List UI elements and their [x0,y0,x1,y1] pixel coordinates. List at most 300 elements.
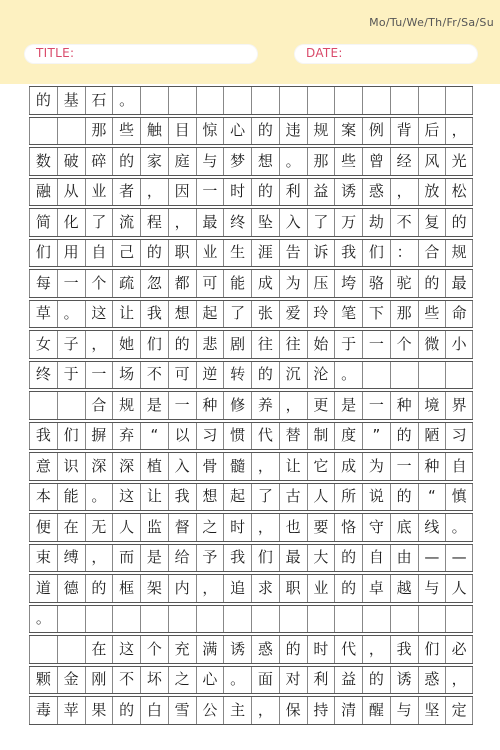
grid-cell: 梦 [223,148,251,175]
grid-cell: 化 [57,209,85,236]
grid-cell: 子 [57,331,85,358]
grid-cell [196,606,224,633]
grid-cell: 放 [418,179,446,206]
grid-cell: 古 [279,484,307,511]
grid-cell: 这 [85,301,113,328]
grid-cell: 女 [29,331,57,358]
grid-cell: 诱 [334,179,362,206]
grid-cell [390,87,418,114]
grid-cell: 于 [57,362,85,389]
grid-cell: 复 [418,209,446,236]
grid-cell: 的 [334,575,362,602]
grid-cell: 业 [196,240,224,267]
grid-cell: 往 [251,331,279,358]
grid-cell: 们 [362,240,390,267]
grid-cell: 自 [362,545,390,572]
grid-cell: 了 [251,484,279,511]
grid-cell: 代 [251,423,279,450]
grid-cell: 疏 [112,270,140,297]
grid-cell: 下 [362,301,390,328]
grid-cell: 的 [29,87,57,114]
grid-cell [445,606,473,633]
grid-cell: 由 [390,545,418,572]
grid-cell: 越 [390,575,418,602]
grid-cell: 是 [140,545,168,572]
grid-cell: 是 [334,392,362,419]
grid-cell: 颗 [29,667,57,694]
grid-cell: 守 [362,514,390,541]
grid-cell [279,606,307,633]
grid-row [29,330,473,359]
grid-row [29,178,473,207]
grid-cell [140,606,168,633]
grid-cell: 习 [196,423,224,450]
grid-cell: 的 [168,331,196,358]
grid-cell: 。 [85,484,113,511]
grid-cell: 更 [307,392,335,419]
grid-cell: 惑 [418,667,446,694]
grid-cell: 而 [112,545,140,572]
grid-cell: 为 [362,453,390,480]
grid-cell: 职 [279,575,307,602]
grid-cell: 因 [168,179,196,206]
grid-cell: 清 [334,697,362,724]
grid-cell [418,87,446,114]
grid-cell: 背 [390,118,418,145]
grid-cell [418,362,446,389]
grid-cell: 利 [307,667,335,694]
grid-cell: 自 [85,240,113,267]
grid-cell: 最 [196,209,224,236]
grid-cell: 光 [445,148,473,175]
grid-cell: 代 [334,636,362,663]
grid-cell: 合 [418,240,446,267]
grid-cell: 与 [390,697,418,724]
grid-row [29,208,473,237]
grid-cell: 涯 [251,240,279,267]
grid-cell: 。 [223,667,251,694]
grid-cell: 识 [57,453,85,480]
grid-cell: 成 [334,453,362,480]
grid-cell: 那 [307,148,335,175]
grid-cell: 起 [223,484,251,511]
grid-cell: 坠 [251,209,279,236]
grid-cell: 。 [57,301,85,328]
grid-cell: ， [85,331,113,358]
grid-cell [168,87,196,114]
grid-cell: 一 [85,362,113,389]
grid-cell: 益 [307,179,335,206]
grid-cell: 松 [445,179,473,206]
title-label: TITLE: [36,46,75,60]
grid-cell: 利 [279,179,307,206]
grid-cell: 与 [418,575,446,602]
grid-cell: 我 [390,636,418,663]
grid-cell: 养 [251,392,279,419]
grid-cell: 忽 [140,270,168,297]
grid-cell: 以 [168,423,196,450]
grid-cell: 逆 [196,362,224,389]
grid-cell: 违 [279,118,307,145]
grid-cell: 最 [445,270,473,297]
grid-cell: 定 [445,697,473,724]
grid-cell: 持 [307,697,335,724]
grid-cell: 都 [168,270,196,297]
grid-cell: 束 [29,545,57,572]
grid-cell: 案 [334,118,362,145]
grid-cell: 主 [223,697,251,724]
grid-cell: 们 [29,240,57,267]
grid-cell: 。 [112,87,140,114]
page-header [0,0,500,84]
grid-cell: 在 [57,514,85,541]
grid-cell: 与 [196,148,224,175]
grid-cell: 恪 [334,514,362,541]
grid-cell: 架 [140,575,168,602]
grid-cell: 们 [140,331,168,358]
grid-cell: 的 [85,575,113,602]
grid-cell: ， [362,636,390,663]
grid-cell: 是 [140,392,168,419]
grid-cell: 玲 [307,301,335,328]
grid-cell: 场 [112,362,140,389]
grid-cell [29,636,57,663]
grid-cell: 碎 [85,148,113,175]
grid-row [29,269,473,298]
grid-row [29,544,473,573]
grid-cell: 惑 [362,179,390,206]
grid-cell: 压 [307,270,335,297]
grid-cell: 时 [223,514,251,541]
grid-cell: 深 [112,453,140,480]
grid-cell: 为 [279,270,307,297]
grid-cell [168,606,196,633]
grid-cell: 充 [168,636,196,663]
grid-cell: 一 [57,270,85,297]
grid-cell: 最 [279,545,307,572]
grid-cell: 每 [29,270,57,297]
grid-cell: 道 [29,575,57,602]
grid-cell [112,606,140,633]
grid-cell: 弃 [112,423,140,450]
grid-cell [57,606,85,633]
grid-cell: ， [445,667,473,694]
grid-cell: 爱 [279,301,307,328]
grid-cell: 目 [168,118,196,145]
grid-cell: 的 [445,209,473,236]
grid-cell: 诉 [307,240,335,267]
grid-cell: 予 [196,545,224,572]
grid-cell [445,362,473,389]
grid-cell: 内 [168,575,196,602]
grid-cell: 草 [29,301,57,328]
grid-cell [223,87,251,114]
grid-cell: 小 [445,331,473,358]
grid-cell: 风 [418,148,446,175]
grid-cell: 我 [168,484,196,511]
grid-cell: 张 [251,301,279,328]
grid-cell: 摒 [85,423,113,450]
grid-cell: ： [390,240,418,267]
grid-cell: ， [168,209,196,236]
grid-cell: 慎 [445,484,473,511]
grid-cell: 让 [112,301,140,328]
grid-cell [57,392,85,419]
grid-cell: 微 [418,331,446,358]
grid-cell: 对 [279,667,307,694]
grid-cell: 的 [390,423,418,450]
grid-cell: 之 [168,667,196,694]
grid-cell: 家 [140,148,168,175]
grid-cell: 的 [251,179,279,206]
grid-cell: 时 [307,636,335,663]
grid-cell: 让 [140,484,168,511]
grid-cell: 要 [307,514,335,541]
grid-cell: 她 [112,331,140,358]
grid-cell [362,362,390,389]
grid-cell: 大 [307,545,335,572]
grid-cell: 求 [251,575,279,602]
grid-cell: 惯 [223,423,251,450]
grid-cell: 些 [418,301,446,328]
grid-cell: 们 [251,545,279,572]
grid-cell: 德 [57,575,85,602]
grid-cell: 保 [279,697,307,724]
grid-cell: 必 [445,636,473,663]
grid-cell: 这 [112,636,140,663]
grid-cell: 所 [334,484,362,511]
date-field[interactable] [294,44,478,64]
grid-cell: 骨 [196,453,224,480]
grid-cell: 的 [334,545,362,572]
grid-cell: ， [85,545,113,572]
grid-cell [334,606,362,633]
grid-cell: 从 [57,179,85,206]
grid-cell: 监 [140,514,168,541]
grid-row [29,666,473,695]
grid-cell: 了 [307,209,335,236]
grid-cell [390,362,418,389]
grid-cell: 我 [223,545,251,572]
grid-cell: ， [279,392,307,419]
grid-cell: 习 [445,423,473,450]
grid-cell [57,118,85,145]
grid-cell: 。 [334,362,362,389]
grid-cell: ， [140,179,168,206]
grid-cell: 髓 [223,453,251,480]
grid-cell: 驼 [390,270,418,297]
grid-cell: 往 [279,331,307,358]
grid-cell: 不 [390,209,418,236]
grid-cell: 意 [29,453,57,480]
grid-row [29,452,473,481]
grid-cell: 己 [112,240,140,267]
grid-cell: 的 [279,636,307,663]
grid-cell: 规 [307,118,335,145]
grid-cell: 一 [196,179,224,206]
grid-cell: 庭 [168,148,196,175]
grid-cell: 例 [362,118,390,145]
grid-cell: 金 [57,667,85,694]
grid-cell: ， [251,453,279,480]
left-margin [0,84,29,750]
grid-cell: 石 [85,87,113,114]
grid-cell: 诱 [223,636,251,663]
grid-cell: 的 [251,118,279,145]
grid-cell: 毒 [29,697,57,724]
grid-cell: 一 [390,453,418,480]
grid-cell: 个 [390,331,418,358]
grid-cell: ， [251,697,279,724]
grid-cell: 督 [168,514,196,541]
grid-cell: 陋 [418,423,446,450]
grid-cell [334,87,362,114]
grid-cell: 个 [85,270,113,297]
grid-cell: 的 [251,362,279,389]
grid-cell: 们 [57,423,85,450]
grid-cell: 后 [418,118,446,145]
grid-cell: 沦 [307,362,335,389]
grid-cell: 些 [334,148,362,175]
grid-cell: 简 [29,209,57,236]
grid-cell: 替 [279,423,307,450]
grid-cell [140,87,168,114]
grid-cell: 它 [307,453,335,480]
grid-cell: 卓 [362,575,390,602]
grid-cell [390,606,418,633]
grid-cell: 些 [112,118,140,145]
grid-cell: 人 [112,514,140,541]
grid-cell: 的 [390,484,418,511]
weekday-selector[interactable]: Mo/Tu/We/Th/Fr/Sa/Su [369,16,494,29]
grid-cell: — [418,545,446,572]
grid-cell: 益 [334,667,362,694]
grid-cell: 之 [196,514,224,541]
grid-cell: 合 [85,392,113,419]
grid-cell: 想 [196,484,224,511]
grid-cell: 境 [418,392,446,419]
grid-cell: 。 [445,514,473,541]
grid-cell: 笔 [334,301,362,328]
grid-cell: 人 [445,575,473,602]
grid-cell: 坏 [140,667,168,694]
grid-cell: 经 [390,148,418,175]
grid-cell: ， [390,179,418,206]
grid-cell: 能 [223,270,251,297]
grid-cell: 种 [390,392,418,419]
grid-cell [223,606,251,633]
grid-cell: 度 [334,423,362,450]
grid-cell: 那 [390,301,418,328]
grid-cell: 终 [29,362,57,389]
grid-cell: 本 [29,484,57,511]
grid-cell: 入 [279,209,307,236]
grid-cell [307,87,335,114]
grid-cell: 成 [251,270,279,297]
grid-cell: 规 [112,392,140,419]
grid-row [29,422,473,451]
grid-cell: 植 [140,453,168,480]
grid-cell: 的 [112,148,140,175]
grid-cell: 诱 [390,667,418,694]
grid-cell: ， [251,514,279,541]
grid-cell: 醒 [362,697,390,724]
grid-cell: 的 [112,697,140,724]
grid-cell: 自 [445,453,473,480]
grid-cell: 面 [251,667,279,694]
grid-row [29,239,473,268]
grid-cell: 。 [29,606,57,633]
grid-cell: 追 [223,575,251,602]
grid-cell: 曾 [362,148,390,175]
grid-cell [362,606,390,633]
grid-cell: 不 [112,667,140,694]
grid-cell: 刚 [85,667,113,694]
grid-cell: 可 [196,270,224,297]
grid-cell [57,636,85,663]
grid-cell: 于 [334,331,362,358]
grid-cell: 心 [196,667,224,694]
grid-cell: 果 [85,697,113,724]
grid-cell: 不 [140,362,168,389]
grid-row [29,635,473,664]
title-field[interactable] [24,44,258,64]
grid-cell: ， [445,118,473,145]
grid-cell: 我 [334,240,362,267]
grid-cell: 能 [57,484,85,511]
grid-row [29,513,473,542]
grid-cell: 惑 [251,636,279,663]
grid-cell: 也 [279,514,307,541]
grid-cell: 数 [29,148,57,175]
grid-row [29,605,473,634]
grid-cell: 雪 [168,697,196,724]
grid-cell: 一 [362,331,390,358]
grid-cell: 流 [112,209,140,236]
grid-row [29,86,473,115]
grid-cell: 种 [196,392,224,419]
grid-cell: 苹 [57,697,85,724]
grid-cell: 用 [57,240,85,267]
grid-cell: 骆 [362,270,390,297]
grid-cell: 想 [168,301,196,328]
grid-cell: 转 [223,362,251,389]
grid-cell: 终 [223,209,251,236]
grid-cell: 们 [418,636,446,663]
date-label: DATE: [306,46,343,60]
grid-cell: 起 [196,301,224,328]
grid-cell: 劫 [362,209,390,236]
grid-cell: 深 [85,453,113,480]
grid-cell: 职 [168,240,196,267]
grid-cell: 者 [112,179,140,206]
grid-cell: 程 [140,209,168,236]
grid-cell: 个 [140,636,168,663]
grid-cell: 告 [279,240,307,267]
grid-row [29,300,473,329]
grid-cell: 了 [85,209,113,236]
grid-cell: 触 [140,118,168,145]
grid-cell: 命 [445,301,473,328]
grid-cell: 一 [168,392,196,419]
grid-row [29,147,473,176]
grid-cell: 人 [307,484,335,511]
grid-cell: 白 [140,697,168,724]
grid-cell: 在 [85,636,113,663]
grid-cell: “ [418,484,446,511]
grid-cell: 剧 [223,331,251,358]
grid-cell [85,606,113,633]
